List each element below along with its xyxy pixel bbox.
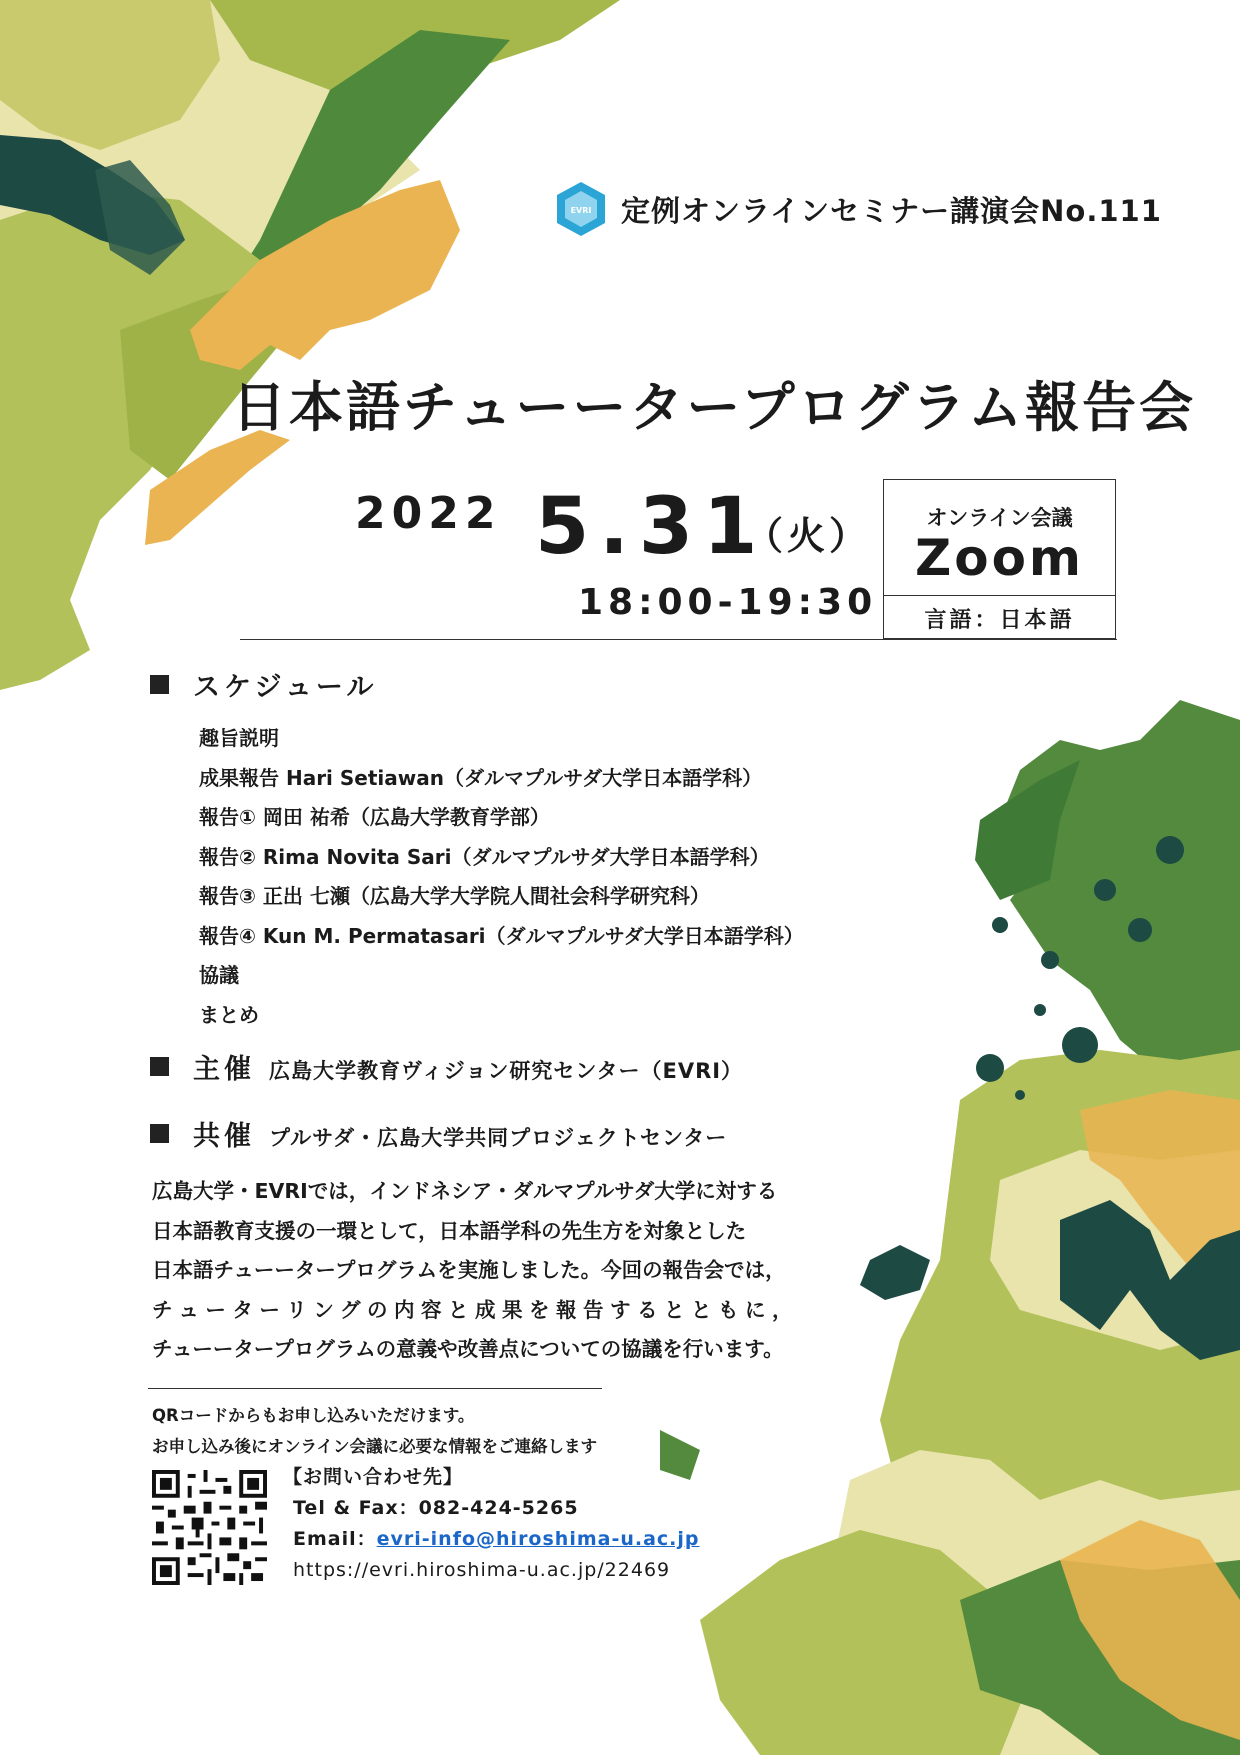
event-year: 2022 — [355, 488, 502, 539]
event-date: 5.31 — [535, 482, 768, 572]
description-line: 日本語教育支援の一環として，日本語学科の先生方を対象とした — [152, 1218, 747, 1243]
contact-heading: 【お問い合わせ先】 — [283, 1466, 464, 1488]
schedule-item: 報告① 岡田 祐希（広島大学教育学部） — [199, 805, 550, 829]
description-line: 日本語チューータープログラムを実施しました。今回の報告会では， — [152, 1258, 786, 1283]
schedule-item: 趣旨説明 — [199, 726, 279, 750]
schedule-item: 報告③ 正出 七瀬（広島大学大学院人間社会科学研究科） — [199, 884, 710, 908]
cosponsor-value: プルサダ・広島大学共同プロジェクトセンター — [269, 1126, 728, 1150]
registration-note: お申し込み後にオンライン会議に必要な情報をご連絡します — [152, 1437, 598, 1456]
schedule-heading: スケジュール — [193, 672, 378, 703]
schedule-section-heading — [150, 665, 377, 704]
meeting-language: 言語：日本語 — [924, 608, 1075, 633]
email-label: Email： — [293, 1528, 377, 1550]
date-divider — [240, 639, 1117, 640]
cosponsor-heading: 共催 — [193, 1121, 255, 1152]
meeting-platform: Zoom — [914, 529, 1085, 587]
schedule-item: まとめ — [199, 1002, 259, 1027]
series-label: 定例オンラインセミナー講演会No.111 — [621, 193, 1162, 228]
schedule-item: 協議 — [199, 963, 239, 987]
meeting-type: オンライン会議 — [926, 506, 1073, 530]
description-line: チューータープログラムの意義や改善点についての協議を行います。 — [152, 1337, 784, 1362]
evri-logo-icon — [555, 180, 607, 238]
contact-url[interactable]: https://evri.hiroshima-u.ac.jp/22469 — [293, 1559, 671, 1581]
page-title: 日本語チューータープログラム報告会 — [232, 376, 1197, 439]
description-line: 広島大学・EVRIでは，インドネシア・ダルマプルサダ大学に対する — [152, 1179, 778, 1203]
event-time: 18:00-19:30 — [578, 582, 878, 623]
organizer-line — [150, 1047, 743, 1086]
event-weekday: （火） — [745, 514, 872, 558]
meeting-info-box — [883, 479, 1116, 639]
contact-block — [283, 1462, 700, 1586]
square-bullet-icon — [150, 675, 169, 694]
square-bullet-icon — [150, 1057, 169, 1076]
series-header — [555, 180, 1162, 238]
square-bullet-icon — [150, 1124, 169, 1143]
organizer-value: 広島大学教育ヴィジョン研究センター（EVRI） — [269, 1059, 744, 1083]
schedule-item: 報告② Rima Novita Sari（ダルマプルサダ大学日本語学科） — [199, 844, 770, 869]
evri-logo-text: EVRI — [570, 206, 592, 215]
email-link[interactable]: evri-info@hiroshima-u.ac.jp — [376, 1528, 700, 1550]
description-line: チューターリングの内容と成果を報告するとともに， — [152, 1297, 799, 1322]
contact-email-row — [283, 1524, 700, 1555]
contact-tel: Tel & Fax：082-424-5265 — [293, 1497, 579, 1519]
schedule-item: 報告④ Kun M. Permatasari（ダルマプルサダ大学日本語学科） — [199, 923, 804, 948]
qr-code-icon[interactable] — [152, 1470, 267, 1585]
cosponsor-line — [150, 1114, 727, 1153]
notes-divider — [148, 1388, 602, 1389]
qr-note: QRコードからもお申し込みいただけます。 — [152, 1406, 475, 1425]
description-paragraph — [152, 1172, 802, 1370]
schedule-item: 成果報告 Hari Setiawan（ダルマプルサダ大学日本語学科） — [199, 765, 763, 790]
schedule-list — [199, 719, 804, 1035]
organizer-heading: 主催 — [193, 1054, 255, 1085]
